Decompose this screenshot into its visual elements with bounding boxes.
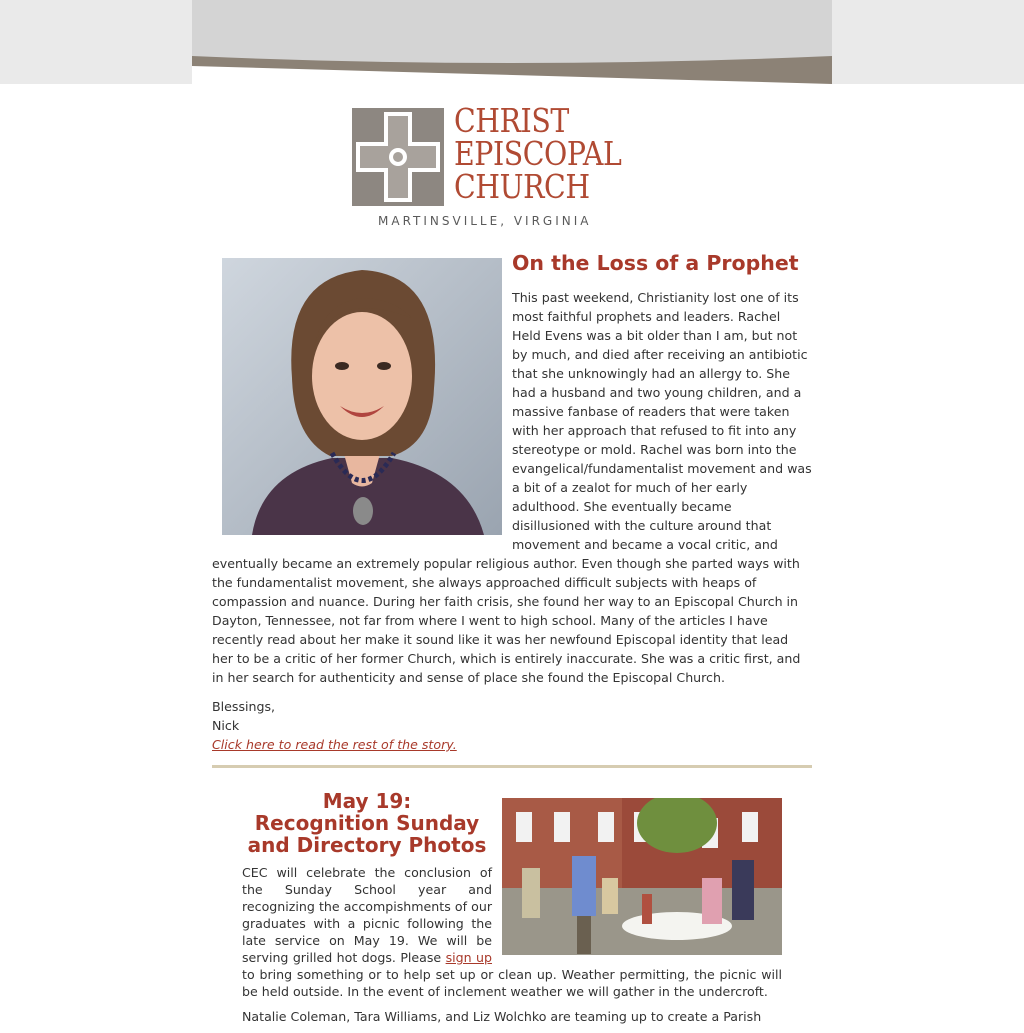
article-title: On the Loss of a Prophet bbox=[512, 251, 799, 275]
cross-icon bbox=[350, 106, 446, 210]
signoff-name: Nick bbox=[212, 718, 240, 733]
sign-up-link[interactable]: sign up bbox=[445, 950, 493, 965]
email-body bbox=[192, 0, 832, 1024]
section-divider bbox=[212, 765, 812, 768]
body-start: CEC will celebrate the conclusion of the Sunday School year and recognizing the accompishments of our graduates with a picnic following the late service on May 19. We will be serving grilled hot dogs. Please bbox=[242, 865, 492, 965]
logo-line-2: EPISCOPAL bbox=[454, 134, 622, 173]
title-line-2: Recognition Sunday bbox=[254, 811, 480, 835]
read-more-link[interactable]: Click here to read the rest of the story. bbox=[212, 737, 457, 752]
article-recognition-sunday bbox=[242, 790, 782, 1033]
article-body: This past weekend, Christianity lost one of its most faithful prophets and leaders. Rachel Held Evens was a bit older than I am, but not by much, and died after receiving an antibiotic that she unknowingly had an allergy to. She had a husband and two young children, and a massive fanbase of readers that were taken with her approach that refused to fit into any stereotype or mold. Rachel was born into the evangelical/fundamentalist movement and was a bit of a zealot for much of her early adulthood. She eventually became disillusioned with the culture around that movement and became a vocal critic, and eventually became an extremely popular religious author. Even though she parted ways with the fundamentalist movement, she always approached difficult subjects with heaps of compassion and nuance. During her faith crisis, she found her way to an Episcopal Church in Dayton, Tennessee, not far from where I went to high school. Many of the articles I have recently read about her make it sound like it was her newfound Episcopal identity that lead her to be a critic of her former Church, which is entirely inaccurate. She was a critic first, and in her search for authenticity and sense of place she found the Episcopal Church. bbox=[212, 290, 812, 685]
logo-wordmark bbox=[454, 101, 622, 206]
article-loss-of-prophet bbox=[212, 250, 812, 754]
church-logo[interactable] bbox=[350, 101, 674, 230]
picnic-photo bbox=[502, 798, 782, 955]
header-band bbox=[192, 0, 832, 84]
title-date: May 19: bbox=[322, 789, 412, 813]
portrait-photo bbox=[222, 258, 502, 535]
body-end: to bring something or to help set up or clean up. Weather permitting, the picnic will be held outside. In the event of inclement weather we will gather in the undercroft. bbox=[242, 967, 782, 999]
title-line-3: and Directory Photos bbox=[247, 833, 487, 857]
logo-line-3: CHURCH bbox=[454, 167, 590, 206]
logo-line-1: CHRIST bbox=[454, 101, 569, 140]
article-body-2: Natalie Coleman, Tara Williams, and Liz Wolchko are teaming up to create a Parish bbox=[242, 1009, 762, 1024]
signoff-blessings: Blessings, bbox=[212, 699, 276, 714]
logo-location: MARTINSVILLE, VIRGINIA bbox=[378, 214, 592, 228]
